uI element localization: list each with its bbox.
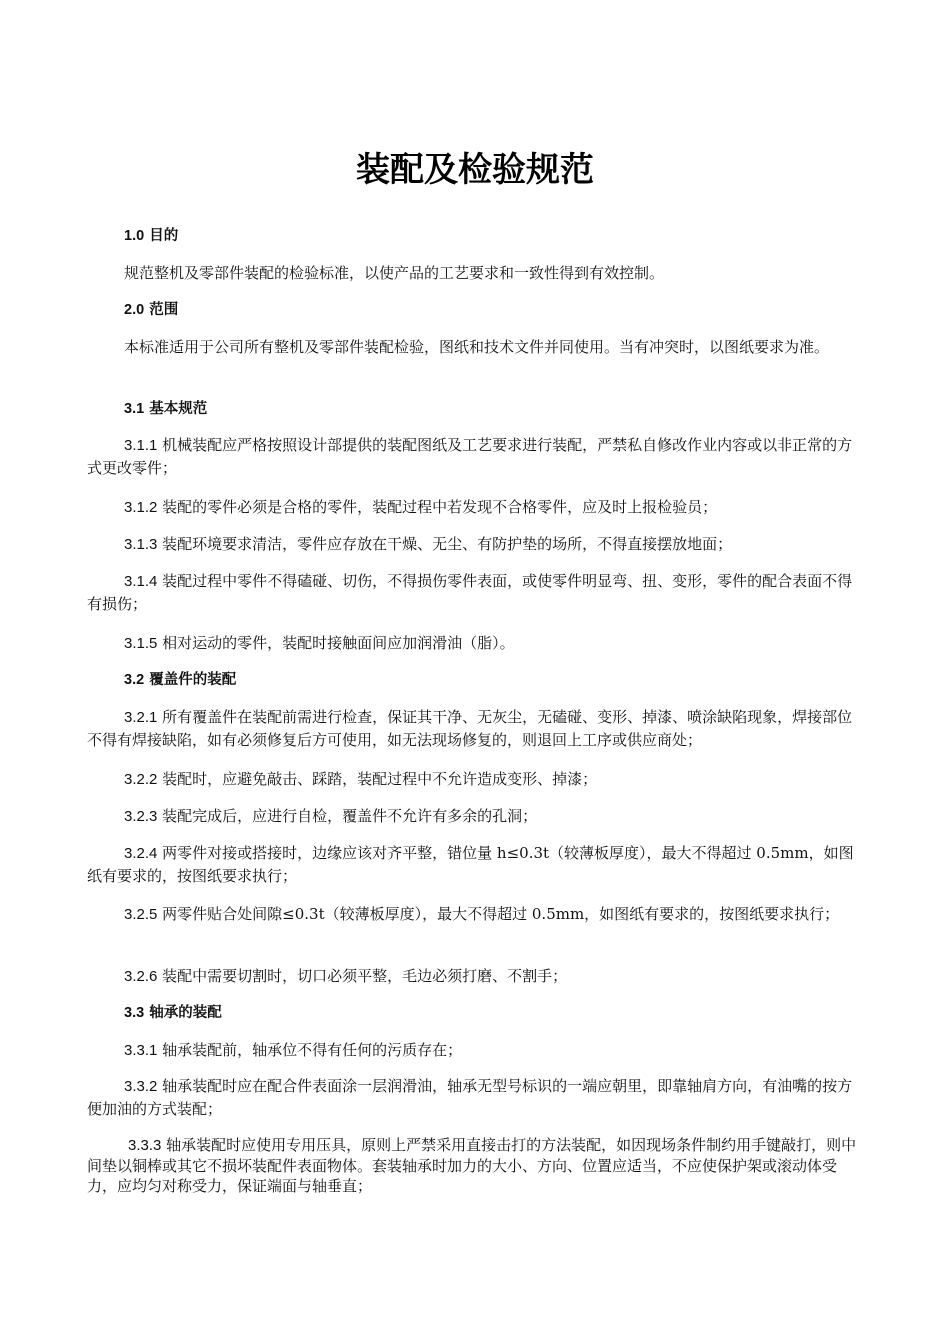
- paragraph-text: 相对运动的零件，装配时接触面间应加润滑油（脂）。: [162, 634, 515, 652]
- paragraph-text: 两零件贴合处间隙≤0.3t（较薄板厚度），最大不得超过 0.5mm，如图纸有要求的，按图纸要求执行；: [162, 905, 840, 923]
- paragraph-text: 本标准适用于公司所有整机及零部件装配检验，图纸和技术文件并同使用。当有冲突时，以图纸要求为准。: [124, 338, 830, 356]
- section-heading: [87, 299, 863, 322]
- paragraph-text: 两零件对接或搭接时，边缘应该对齐平整，错位量 h≤0.3t（较薄板厚度），最大不得超过 0.5mm，如图纸有要求的，按图纸要求执行；: [87, 844, 854, 885]
- clause-number: 3.2.3: [124, 808, 158, 825]
- paragraph: [87, 496, 863, 519]
- section-number: 3.2: [124, 672, 145, 688]
- paragraph: [87, 903, 863, 926]
- paragraph: [87, 533, 863, 556]
- paragraph: [87, 570, 863, 616]
- section-title: 目的: [149, 228, 179, 244]
- paragraph-text: 规范整机及零部件装配的检验标准，以使产品的工艺要求和一致性得到有效控制。: [124, 264, 665, 282]
- section-number: 1.0: [124, 228, 145, 244]
- paragraph-text: 轴承装配时应使用专用压具，原则上严禁采用直接击打的方法装配，如因现场条件制约用手键敲打，则中间垫以铜棒或其它不损坏装配件表面物体。套装轴承时加力的大小、方向、位置应适当，不应使保护架或滚动体受力，应均匀对称受力，保证端面与轴垂直；: [87, 1136, 857, 1195]
- paragraph: [87, 632, 863, 655]
- section-heading: [87, 669, 863, 692]
- section-number: 2.0: [124, 302, 145, 318]
- clause-number: 3.2.5: [124, 906, 158, 923]
- section-title: 范围: [149, 302, 179, 318]
- clause-number: 3.1.3: [124, 536, 158, 553]
- paragraph-text: 所有覆盖件在装配前需进行检查，保证其干净、无灰尘，无磕碰、变形、掉漆、喷涂缺陷现象，焊接部位不得有焊接缺陷，如有必须修复后方可使用，如无法现场修复的，则退回上工序或供应商处；: [87, 708, 853, 749]
- paragraph-text: 装配时，应避免敲击、踩踏，装配过程中不允许造成变形、掉漆；: [162, 770, 598, 788]
- clause-number: 3.3.3: [128, 1137, 162, 1154]
- section-heading: [87, 225, 863, 248]
- clause-number: 3.2.6: [124, 968, 158, 985]
- paragraph-text: 机械装配应严格按照设计部提供的装配图纸及工艺要求进行装配，严禁私自修改作业内容或以非正常的方式更改零件；: [87, 436, 853, 477]
- clause-number: 3.1.5: [124, 635, 158, 652]
- clause-number: 3.1.2: [124, 499, 158, 516]
- paragraph-text: 装配的零件必须是合格的零件，装配过程中若发现不合格零件，应及时上报检验员；: [162, 498, 718, 516]
- paragraph: [87, 706, 863, 752]
- paragraph-text: 轴承装配时应在配合件表面涂一层润滑油，轴承无型号标识的一端应朝里，即靠轴肩方向，有油嘴的按方便加油的方式装配；: [87, 1077, 853, 1118]
- section-heading: [87, 398, 863, 421]
- paragraph: [87, 805, 863, 828]
- section-title: 覆盖件的装配: [149, 672, 237, 688]
- paragraph: [87, 965, 863, 988]
- paragraph: [87, 1075, 863, 1121]
- document-title: 装配及检验规范: [356, 150, 594, 190]
- clause-number: 3.3.1: [124, 1042, 158, 1059]
- clause-number: 3.2.4: [124, 845, 158, 862]
- paragraph-text: 装配环境要求清洁，零件应存放在干燥、无尘、有防护垫的场所，不得直接摆放地面；: [162, 535, 733, 553]
- paragraph-text: 装配过程中零件不得磕碰、切伤，不得损伤零件表面，或使零件明显弯、扭、变形，零件的配合表面不得有损伤；: [87, 572, 853, 613]
- paragraph: [87, 262, 863, 285]
- section-heading: [87, 1002, 863, 1025]
- section-number: 3.1: [124, 401, 145, 417]
- section-title: 基本规范: [149, 401, 208, 417]
- paragraph: [87, 434, 863, 480]
- section-title: 轴承的装配: [149, 1005, 222, 1021]
- clause-number: 3.2.1: [124, 709, 158, 726]
- clause-number: 3.2.2: [124, 771, 158, 788]
- paragraph-text: 轴承装配前，轴承位不得有任何的污质存在；: [162, 1041, 463, 1059]
- clause-number: 3.1.4: [124, 573, 158, 590]
- section-number: 3.3: [124, 1005, 145, 1021]
- paragraph: [87, 842, 863, 888]
- paragraph-text: 装配中需要切割时，切口必须平整，毛边必须打磨、不割手；: [162, 967, 568, 985]
- paragraph: [87, 1039, 863, 1062]
- clause-number: 3.1.1: [124, 437, 158, 454]
- paragraph: [87, 768, 863, 791]
- clause-number: 3.3.2: [124, 1078, 158, 1095]
- paragraph-text: 装配完成后，应进行自检，覆盖件不允许有多余的孔洞；: [162, 807, 538, 825]
- paragraph: [87, 1135, 863, 1196]
- paragraph: [87, 336, 863, 359]
